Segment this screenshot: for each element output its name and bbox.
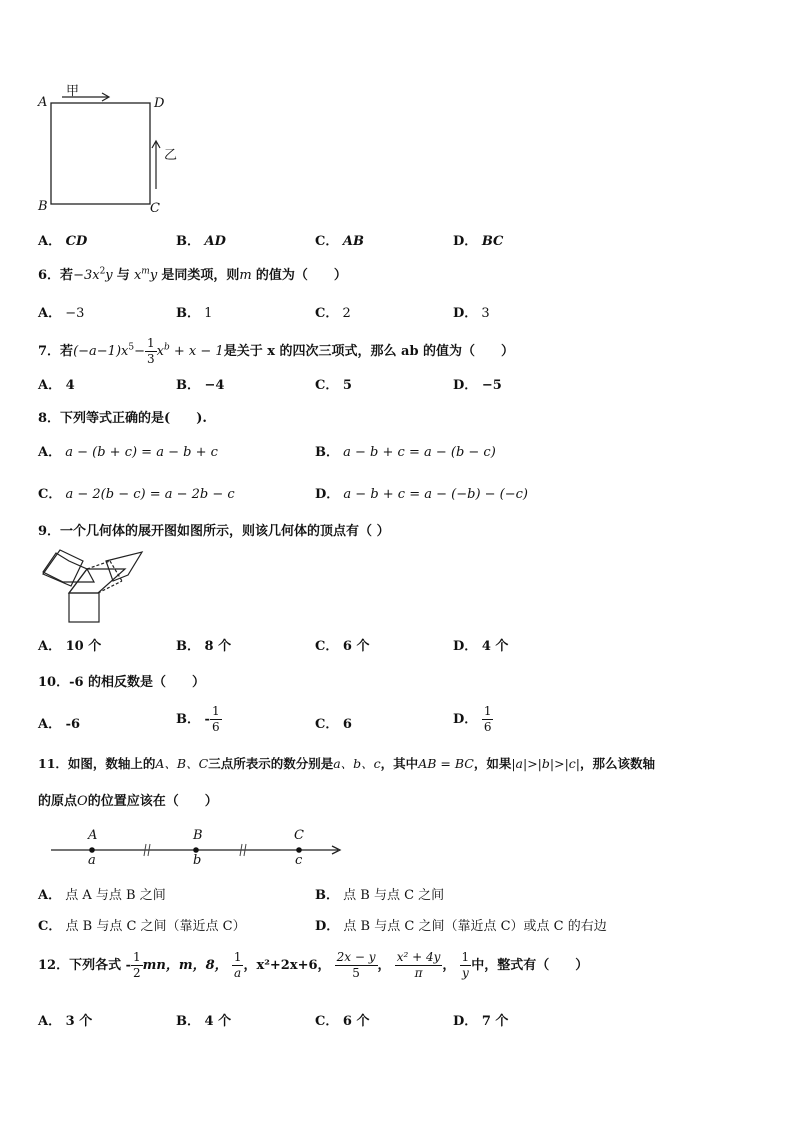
q11-stem-line2: 的原点O的位置应该在（ ）: [38, 794, 218, 809]
q5-option-a: A． CD: [38, 234, 88, 249]
q12-option-b: B． 4 个: [176, 1014, 232, 1029]
q7-option-d: D． −5: [453, 378, 502, 393]
q7-option-a: A． 4: [38, 378, 75, 393]
q8-option-a: A． a − (b + c) = a − b + c: [38, 445, 218, 460]
value-a-label: a: [88, 853, 96, 868]
q6-stem: 6．若$-3x^2y$ 与 $x^my$ 是同类项，则m 的值为（ ）: [38, 266, 347, 283]
q12-option-d: D． 7 个: [453, 1014, 509, 1029]
point-c-label: C: [294, 828, 304, 843]
q9-option-d: D． 4 个: [453, 639, 509, 654]
q11-option-d: D． 点 B 与点 C 之间（靠近点 C）或点 C 的右边: [315, 919, 607, 934]
q10-option-c: C． 6: [315, 717, 352, 732]
net-figure: [40, 548, 150, 624]
q9-stem: 9．一个几何体的展开图如图所示，则该几何体的顶点有（ ）: [38, 524, 390, 539]
q7-option-b: B． −4: [176, 378, 225, 393]
q6-option-c: C． 2: [315, 306, 351, 321]
q6-option-d: D． 3: [453, 306, 490, 321]
vertex-b-label: B: [38, 199, 48, 214]
q10-option-b: B． - $\frac{1}{6}$: [176, 704, 220, 734]
q5-option-b: B． AD: [176, 234, 226, 249]
q10-option-a: A． -6: [38, 717, 81, 732]
q12-stem: 12．下列各式 - $\frac{1}{2}$ mn，m，8， $\frac{1}{a}$ ，x²+2x+6， $\frac{2x - y}{5}$ ， $\frac{\text{x² + 4y}}{\pi}$ ， $\frac{1}{y}$ 中，整式有（ ）: [38, 950, 589, 980]
vertex-c-label: C: [150, 201, 160, 216]
q11-option-a: A． 点 A 与点 B 之间: [38, 888, 166, 903]
q6-option-b: B． 1: [176, 306, 213, 321]
q7-stem: 7．若$(-a-1)x^5-$ $\frac{1}{3}$ $x^b + x - 1$是关于 x 的四次三项式，那么 ab 的值为（ ）: [38, 336, 515, 366]
q10-stem: 10．-6 的相反数是（ ）: [38, 675, 206, 690]
vertex-d-label: D: [154, 96, 165, 111]
q9-option-c: C． 6 个: [315, 639, 370, 654]
q12-option-c: C． 6 个: [315, 1014, 370, 1029]
point-b-label: B: [193, 828, 203, 843]
q11-stem-line1: 11．如图，数轴上的A、B、C三点所表示的数分别是a、b、c，其中AB = BC，如果|a|>|b|>|c|，那么该数轴: [38, 756, 656, 771]
vertex-a-label: A: [38, 95, 48, 110]
q11-option-c: C． 点 B 与点 C 之间（靠近点 C）: [38, 919, 246, 934]
q8-stem: 8．下列等式正确的是( ).: [38, 411, 207, 426]
value-b-label: b: [193, 853, 202, 868]
q5-option-d: D． BC: [453, 234, 504, 249]
q8-option-b: B． a − b + c = a − (b − c): [315, 445, 496, 460]
q9-option-a: A． 10 个: [38, 639, 102, 654]
q7-option-c: C． 5: [315, 378, 352, 393]
q8-option-c: C． a − 2(b − c) = a − 2b − c: [38, 487, 235, 502]
value-c-label: c: [295, 853, 303, 868]
q12-option-a: A． 3 个: [38, 1014, 93, 1029]
q9-option-b: B． 8 个: [176, 639, 232, 654]
q10-option-d: D． $\frac{1}{6}$: [453, 704, 492, 734]
q5-option-c: C． AB: [315, 234, 364, 249]
point-a-label: A: [88, 828, 98, 843]
q11-option-b: B． 点 B 与点 C 之间: [315, 888, 445, 903]
jia-label: 甲: [66, 84, 80, 99]
yi-label: 乙: [164, 148, 178, 163]
q6-option-a: A． −3: [38, 306, 85, 321]
q8-option-d: D． a − b + c = a − (−b) − (−c): [315, 487, 528, 502]
